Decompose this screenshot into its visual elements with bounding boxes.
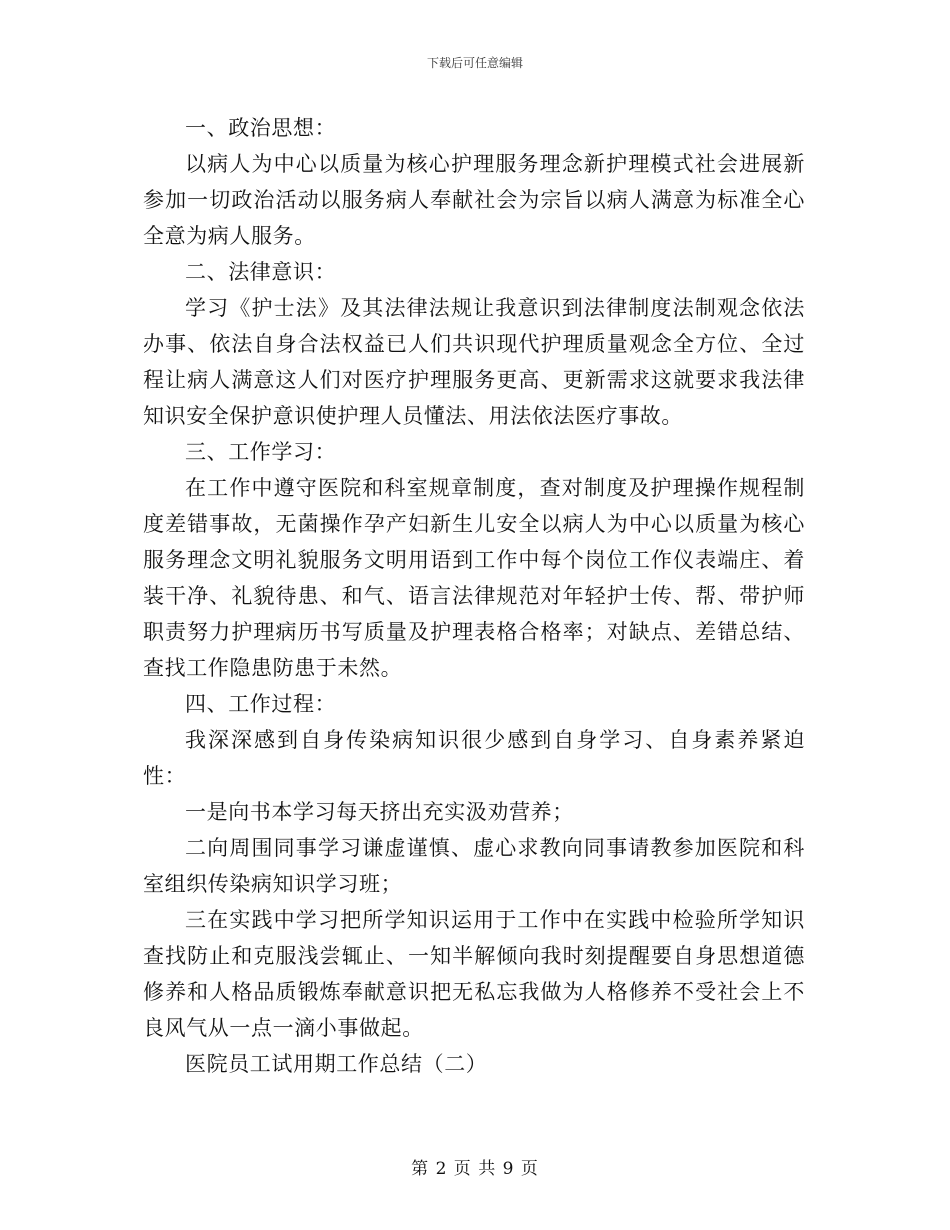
paragraph-point-one: 一是向书本学习每天挤出充实汲劝营养； [185,800,574,824]
next-section-title: 医院员工试用期工作总结（二） [185,1052,488,1076]
document-body [143,110,805,1082]
paragraph-point-two: 二向周围同事学习谦虚谨慎、虚心求教向同事请教参加医院和科室组织传染病知识学习班； [143,836,805,896]
section-heading-work-study: 三、工作学习： [185,440,337,464]
section-heading-work-process: 四、工作过程： [185,692,337,716]
paragraph-law: 学习《护士法》及其法律法规让我意识到法律制度法制观念依法办事、依法自身合法权益已人们共识现代护理质量观念全方位、全过程让病人满意这人们对医疗护理服务更高、更新需求这就要求我法律知识安全保护意识使护理人员懂法、用法依法医疗事故。 [143,296,805,428]
paragraph-work-study: 在工作中遵守医院和科室规章制度，查对制度及护理操作规程制度差错事故，无菌操作孕产妇新生儿安全以病人为中心以质量为核心服务理念文明礼貌服务文明用语到工作中每个岗位工作仪表端庄、着装干净、礼貌待患、和气、语言法律规范对年轻护士传、帮、带护师职责努力护理病历书写质量及护理表格合格率；对缺点、差错总结、查找工作隐患防患于未然。 [143,476,805,680]
section-heading-law: 二、法律意识： [185,260,337,284]
paragraph-politics: 以病人为中心以质量为核心护理服务理念新护理模式社会进展新参加一切政治活动以服务病人奉献社会为宗旨以病人满意为标准全心全意为病人服务。 [143,152,805,248]
paragraph-point-three: 三在实践中学习把所学知识运用于工作中在实践中检验所学知识查找防止和克服浅尝辄止、一知半解倾向我时刻提醒要自身思想道德修养和人格品质锻炼奉献意识把无私忘我做为人格修养不受社会上不良风气从一点一滴小事做起。 [143,908,805,1040]
paragraph-work-process-intro: 我深深感到自身传染病知识很少感到自身学习、自身素养紧迫性： [143,728,805,788]
header-note: 下载后可任意编辑 [426,56,523,70]
section-heading-politics: 一、政治思想： [185,116,337,140]
page-number: 第 2 页 共 9 页 [411,1159,539,1179]
